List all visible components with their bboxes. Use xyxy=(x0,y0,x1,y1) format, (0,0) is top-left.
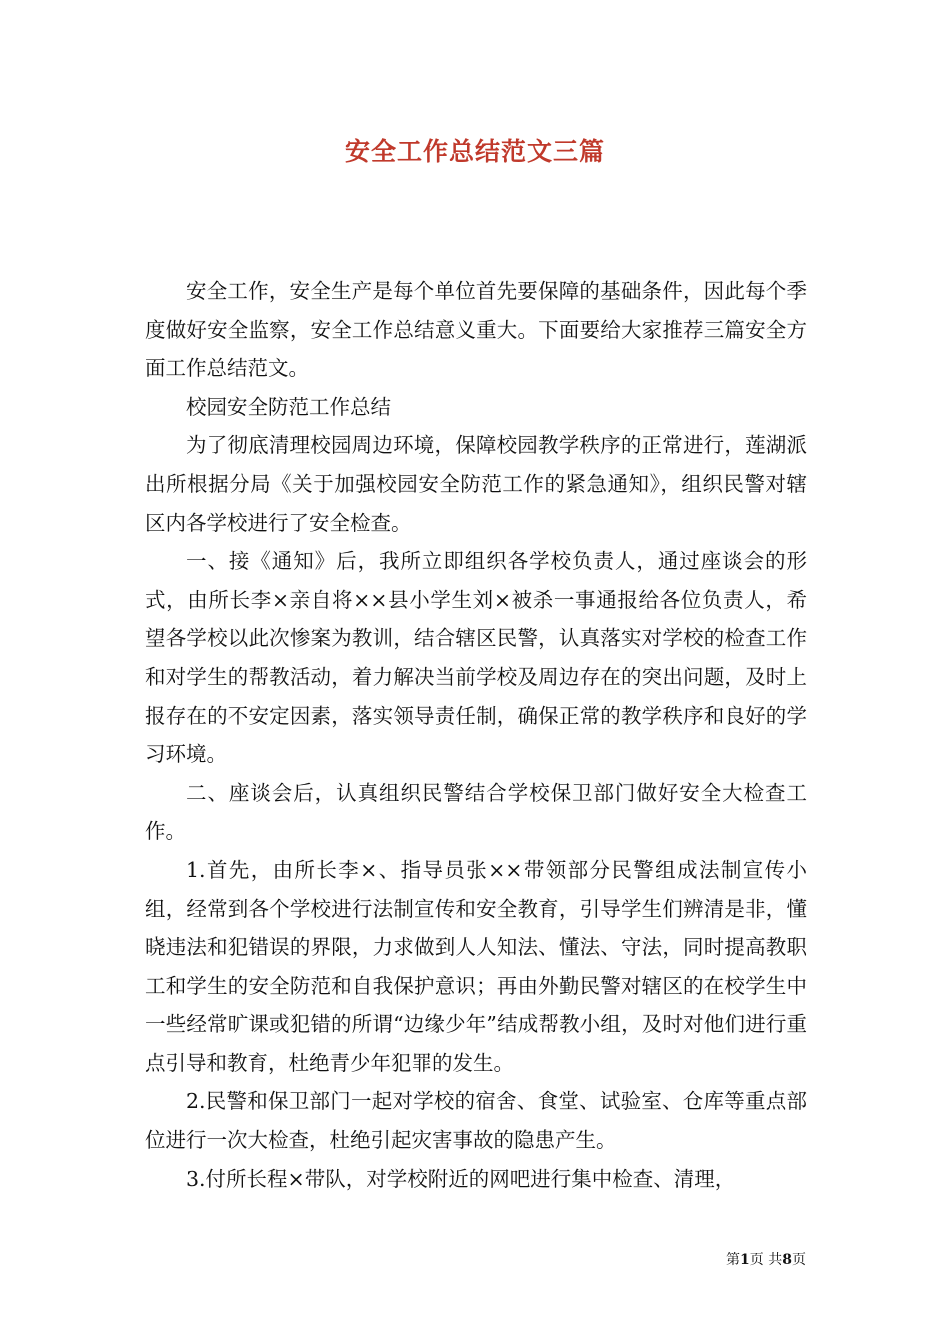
footer-suffix: 页 xyxy=(792,1252,806,1268)
page-number-footer xyxy=(726,1249,806,1269)
document-body xyxy=(145,272,807,1198)
footer-prefix: 第 xyxy=(726,1252,741,1268)
paragraph: 二、座谈会后，认真组织民警结合学校保卫部门做好安全大检查工作。 xyxy=(145,780,807,844)
document-title: 安全工作总结范文三篇 xyxy=(344,137,605,166)
section-heading: 校园安全防范工作总结 xyxy=(186,394,391,419)
paragraph-intro: 安全工作，安全生产是每个单位首先要保障的基础条件，因此每个季度做好安全监察，安全工作总结意义重大。下面要给大家推荐三篇安全方面工作总结范文。 xyxy=(145,279,807,381)
footer-middle: 页 共 xyxy=(749,1252,783,1268)
current-page-number: 1 xyxy=(740,1252,750,1268)
paragraph: 3.付所长程×带队，对学校附近的网吧进行集中检查、清理， xyxy=(186,1166,736,1191)
paragraph: 为了彻底清理校园周边环境，保障校园教学秩序的正常进行，莲湖派出所根据分局《关于加强校园安全防范工作的紧急通知》，组织民警对辖区内各学校进行了安全检查。 xyxy=(145,433,807,535)
paragraph: 2.民警和保卫部门一起对学校的宿舍、食堂、试验室、仓库等重点部位进行一次大检查，杜绝引起灾害事故的隐患产生。 xyxy=(145,1089,807,1153)
paragraph: 一、接《通知》后，我所立即组织各学校负责人，通过座谈会的形式，由所长李×亲自将××县小学生刘×被杀一事通报给各位负责人，希望各学校以此次惨案为教训，结合辖区民警，认真落实对学校的检查工作和对学生的帮教活动，着力解决当前学校及周边存在的突出问题，及时上报存在的不安定因素，落实领导责任制，确保正常的教学秩序和良好的学习环境。 xyxy=(145,549,807,767)
paragraph: 1.首先，由所长李×、指导员张××带领部分民警组成法制宣传小组，经常到各个学校进行法制宣传和安全教育，引导学生们辨清是非，懂晓违法和犯错误的界限，力求做到人人知法、懂法、守法，同时提高教职工和学生的安全防范和自我保护意识；再由外勤民警对辖区的在校学生中一些经常旷课或犯错的所谓“边缘少年”结成帮教小组，及时对他们进行重点引导和教育，杜绝青少年犯罪的发生。 xyxy=(145,857,807,1075)
total-pages-number: 8 xyxy=(782,1252,792,1268)
